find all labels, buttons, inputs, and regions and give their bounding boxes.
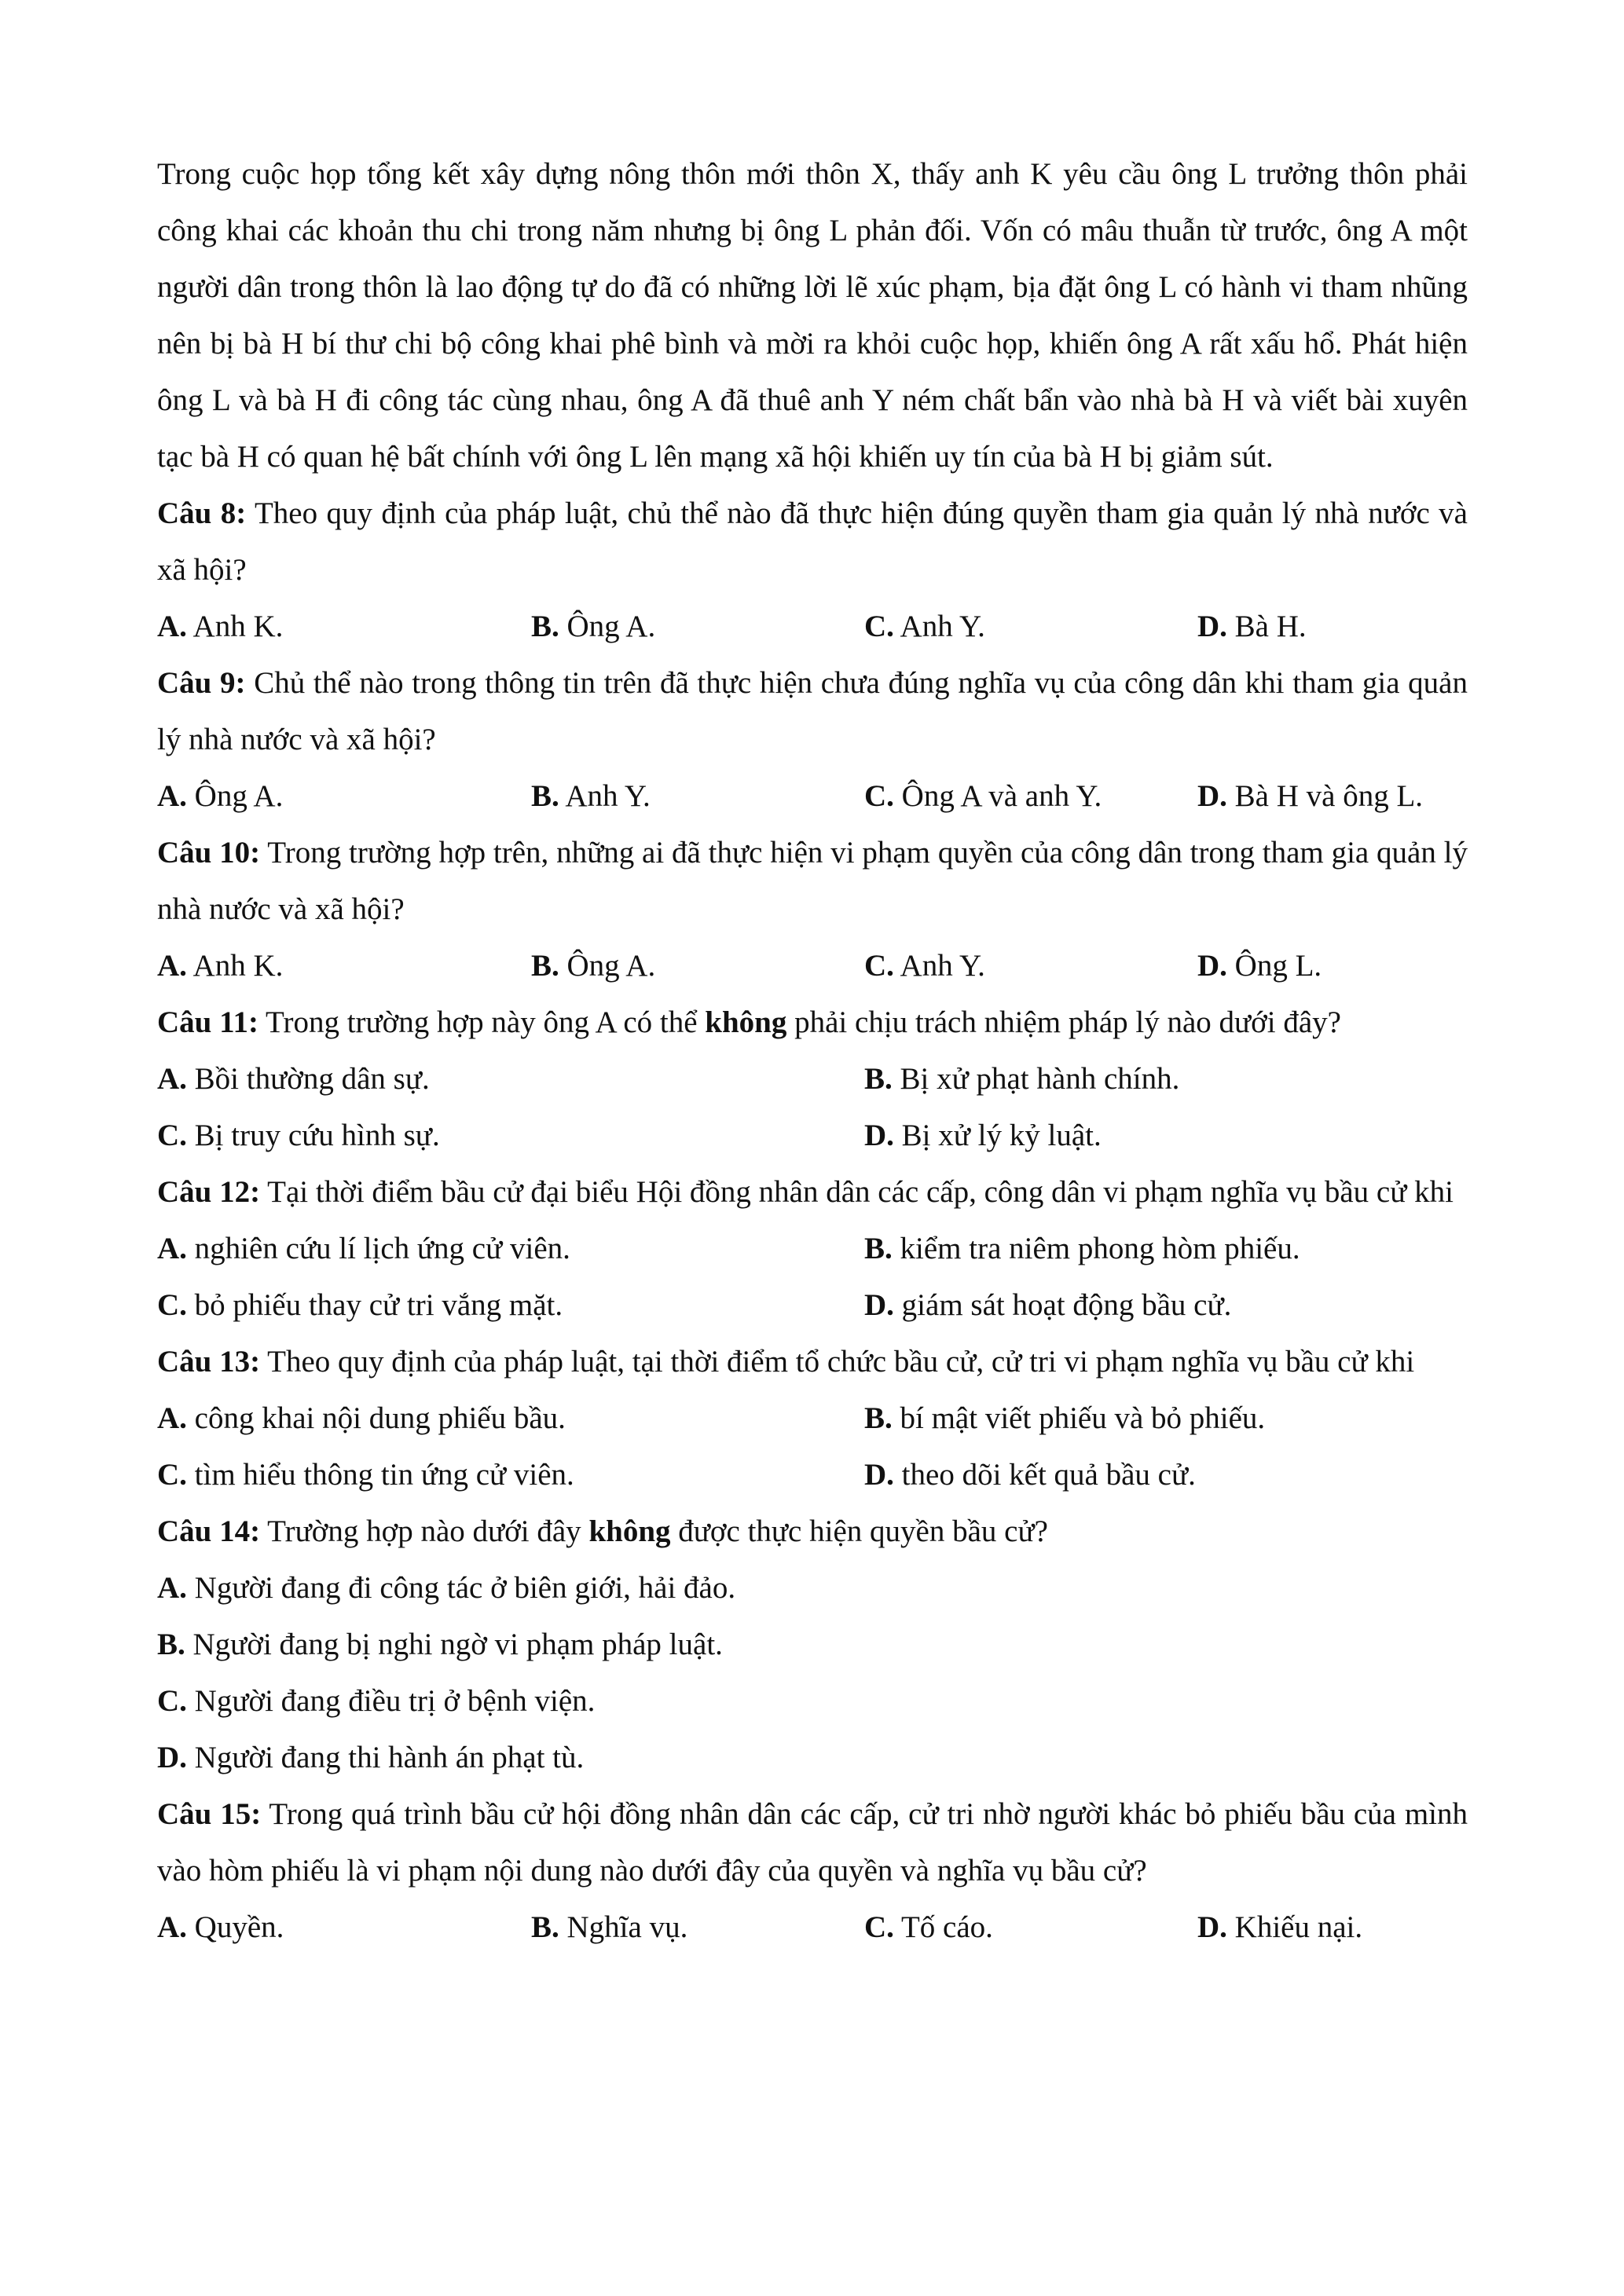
option-key: D. (864, 1288, 894, 1322)
option-text: Ông A. (566, 949, 656, 983)
option-text: Bà H và ông L. (1234, 779, 1424, 813)
option-key: A. (157, 949, 187, 983)
question-8 (157, 485, 1468, 655)
question-11-text-after: phải chịu trách nhiệm pháp lý nào dưới đây? (794, 1005, 1341, 1039)
option-d[interactable] (864, 1447, 1468, 1503)
option-key: C. (157, 1119, 187, 1152)
question-12-stem (157, 1164, 1468, 1221)
question-11 (157, 994, 1468, 1164)
option-key: B. (157, 1628, 185, 1661)
question-8-options (157, 599, 1468, 655)
option-a[interactable] (157, 1899, 531, 1956)
question-12-text: Tại thời điểm bầu cử đại biểu Hội đồng nhân dân các cấp, công dân vi phạm nghĩa vụ bầu cử khi (267, 1175, 1454, 1209)
option-c[interactable] (864, 1899, 1197, 1956)
question-8-label: Câu 8: (157, 496, 247, 530)
option-key: D. (864, 1119, 894, 1152)
option-text: Người đang đi công tác ở biên giới, hải đảo. (194, 1571, 736, 1605)
question-15-text: Trong quá trình bầu cử hội đồng nhân dân các cấp, cử tri nhờ người khác bỏ phiếu bầu của mình vào hòm phiếu là vi phạm nội dung nào dưới đây của quyền và nghĩa vụ bầu cử? (157, 1797, 1468, 1888)
option-b[interactable] (531, 1899, 864, 1956)
option-d[interactable] (864, 1277, 1468, 1334)
option-text: Khiếu nại. (1234, 1910, 1363, 1944)
option-c[interactable] (157, 1447, 864, 1503)
option-key: A. (157, 1910, 187, 1944)
question-14-stem (157, 1503, 1468, 1560)
option-a[interactable] (157, 599, 531, 655)
option-d[interactable] (1197, 1899, 1468, 1956)
option-text: Người đang thi hành án phạt tù. (194, 1741, 585, 1774)
question-10 (157, 825, 1468, 994)
option-key: B. (531, 949, 559, 983)
option-d[interactable] (1197, 599, 1468, 655)
option-key: B. (531, 779, 559, 813)
question-8-stem (157, 485, 1468, 599)
option-text: công khai nội dung phiếu bầu. (194, 1401, 566, 1435)
question-11-options-row-1 (157, 1051, 1468, 1108)
option-key: C. (864, 949, 894, 983)
question-13-label: Câu 13: (157, 1345, 261, 1379)
question-14-options (157, 1560, 1468, 1786)
option-text: Ông A. (566, 610, 656, 643)
option-key: C. (864, 610, 894, 643)
question-10-text: Trong trường hợp trên, những ai đã thực hiện vi phạm quyền của công dân trong tham gia quản lý nhà nước và xã hội? (157, 836, 1468, 926)
question-11-emphasis: không (705, 1005, 787, 1039)
option-text: Bị xử phạt hành chính. (900, 1062, 1180, 1096)
question-15-options (157, 1899, 1468, 1956)
option-c[interactable] (157, 1673, 1468, 1730)
option-d[interactable] (157, 1730, 1468, 1786)
option-b[interactable] (864, 1051, 1468, 1108)
option-key: B. (864, 1062, 893, 1096)
option-d[interactable] (1197, 938, 1468, 994)
option-text: Tố cáo. (900, 1910, 993, 1944)
option-text: Ông A và anh Y. (901, 779, 1102, 813)
option-b[interactable] (531, 938, 864, 994)
option-d[interactable] (1197, 768, 1468, 825)
option-text: kiểm tra niêm phong hòm phiếu. (900, 1232, 1300, 1265)
intro-paragraph: Trong cuộc họp tổng kết xây dựng nông thôn mới thôn X, thấy anh K yêu cầu ông L trưởng thôn phải công khai các khoản thu chi trong năm nhưng bị ông L phản đối. Vốn có mâu thuẫn từ trước, ông A một người dân trong thôn là lao động tự do đã có những lời lẽ xúc phạm, bịa đặt ông L có hành vi tham nhũng nên bị bà H bí thư chi bộ công khai phê bình và mời ra khỏi cuộc họp, khiến ông A rất xấu hổ. Phát hiện ông L và bà H đi công tác cùng nhau, ông A đã thuê anh Y ném chất bẩn vào nhà bà H và viết bài xuyên tạc bà H có quan hệ bất chính với ông L lên mạng xã hội khiến uy tín của bà H bị giảm sút. (157, 157, 1468, 474)
question-10-label: Câu 10: (157, 836, 261, 870)
option-key: A. (157, 610, 187, 643)
option-b[interactable] (531, 768, 864, 825)
option-a[interactable] (157, 1221, 864, 1277)
option-key: D. (157, 1741, 187, 1774)
option-a[interactable] (157, 1390, 864, 1447)
question-13 (157, 1334, 1468, 1503)
question-14-text-after: được thực hiện quyền bầu cử? (678, 1514, 1048, 1548)
question-15-stem (157, 1786, 1468, 1899)
option-key: A. (157, 1401, 187, 1435)
option-key: C. (157, 1458, 187, 1492)
option-key: D. (1197, 949, 1227, 983)
option-text: Bị truy cứu hình sự. (194, 1119, 440, 1152)
option-text: bỏ phiếu thay cử tri vắng mặt. (194, 1288, 563, 1322)
question-12-options-row-2 (157, 1277, 1468, 1334)
option-text: Anh Y. (900, 610, 985, 643)
option-d[interactable] (864, 1108, 1468, 1164)
option-key: C. (157, 1684, 187, 1718)
option-key: D. (864, 1458, 894, 1492)
question-14-emphasis: không (588, 1514, 671, 1548)
option-text: Nghĩa vụ. (566, 1910, 688, 1944)
option-text: Bồi thường dân sự. (194, 1062, 430, 1096)
option-c[interactable] (864, 768, 1197, 825)
option-text: Ông A. (194, 779, 284, 813)
option-text: Bị xử lý kỷ luật. (901, 1119, 1102, 1152)
option-text: Ông L. (1234, 949, 1322, 983)
question-9 (157, 655, 1468, 825)
option-text: Anh Y. (900, 949, 985, 983)
option-key: A. (157, 1571, 187, 1605)
option-text: Anh Y. (565, 779, 651, 813)
question-12-label: Câu 12: (157, 1175, 261, 1209)
question-11-options-row-2 (157, 1108, 1468, 1164)
option-b[interactable] (864, 1221, 1468, 1277)
option-c[interactable] (157, 1108, 864, 1164)
question-9-stem (157, 655, 1468, 768)
option-text: theo dõi kết quả bầu cử. (901, 1458, 1196, 1492)
question-11-stem (157, 994, 1468, 1051)
option-key: C. (157, 1288, 187, 1322)
option-key: D. (1197, 1910, 1227, 1944)
option-text: giám sát hoạt động bầu cử. (901, 1288, 1232, 1322)
option-text: Anh K. (192, 610, 284, 643)
option-key: D. (1197, 779, 1227, 813)
option-text: tìm hiểu thông tin ứng cử viên. (194, 1458, 574, 1492)
option-key: B. (864, 1232, 893, 1265)
question-10-options (157, 938, 1468, 994)
option-b[interactable] (157, 1617, 1468, 1673)
option-text: Người đang bị nghi ngờ vi phạm pháp luật. (192, 1628, 723, 1661)
option-text: Quyền. (194, 1910, 284, 1944)
option-key: B. (864, 1401, 893, 1435)
option-key: A. (157, 779, 187, 813)
question-13-text: Theo quy định của pháp luật, tại thời điểm tổ chức bầu cử, cử tri vi phạm nghĩa vụ bầu cử khi (267, 1345, 1415, 1379)
question-14-label: Câu 14: (157, 1514, 261, 1548)
option-key: C. (864, 1910, 894, 1944)
option-key: C. (864, 779, 894, 813)
option-key: B. (531, 1910, 559, 1944)
option-a[interactable] (157, 1560, 1468, 1617)
option-a[interactable] (157, 768, 531, 825)
option-key: D. (1197, 610, 1227, 643)
option-text: Anh K. (192, 949, 284, 983)
option-key: A. (157, 1232, 187, 1265)
question-11-text-before: Trong trường hợp này ông A có thể (266, 1005, 698, 1039)
option-text: Người đang điều trị ở bệnh viện. (194, 1684, 596, 1718)
question-13-stem (157, 1334, 1468, 1390)
option-b[interactable] (864, 1390, 1468, 1447)
option-text: bí mật viết phiếu và bỏ phiếu. (900, 1401, 1266, 1435)
document-page (157, 146, 1468, 1956)
question-9-label: Câu 9: (157, 666, 246, 700)
option-b[interactable] (531, 599, 864, 655)
option-a[interactable] (157, 938, 531, 994)
question-8-text: Theo quy định của pháp luật, chủ thể nào đã thực hiện đúng quyền tham gia quản lý nhà nước và xã hội? (157, 496, 1468, 587)
question-9-text: Chủ thể nào trong thông tin trên đã thực hiện chưa đúng nghĩa vụ của công dân khi tham gia quản lý nhà nước và xã hội? (157, 666, 1468, 756)
question-12 (157, 1164, 1468, 1334)
question-10-stem (157, 825, 1468, 938)
question-12-options-row-1 (157, 1221, 1468, 1277)
option-c[interactable] (864, 938, 1197, 994)
question-11-label: Câu 11: (157, 1005, 258, 1039)
question-14 (157, 1503, 1468, 1786)
option-c[interactable] (157, 1277, 864, 1334)
question-13-options-row-1 (157, 1390, 1468, 1447)
option-a[interactable] (157, 1051, 864, 1108)
option-text: Bà H. (1234, 610, 1307, 643)
option-c[interactable] (864, 599, 1197, 655)
option-text: nghiên cứu lí lịch ứng cử viên. (194, 1232, 570, 1265)
option-key: A. (157, 1062, 187, 1096)
question-14-text-before: Trường hợp nào dưới đây (267, 1514, 581, 1548)
question-13-options-row-2 (157, 1447, 1468, 1503)
option-key: B. (531, 610, 559, 643)
question-15 (157, 1786, 1468, 1956)
question-15-label: Câu 15: (157, 1797, 262, 1831)
question-9-options (157, 768, 1468, 825)
